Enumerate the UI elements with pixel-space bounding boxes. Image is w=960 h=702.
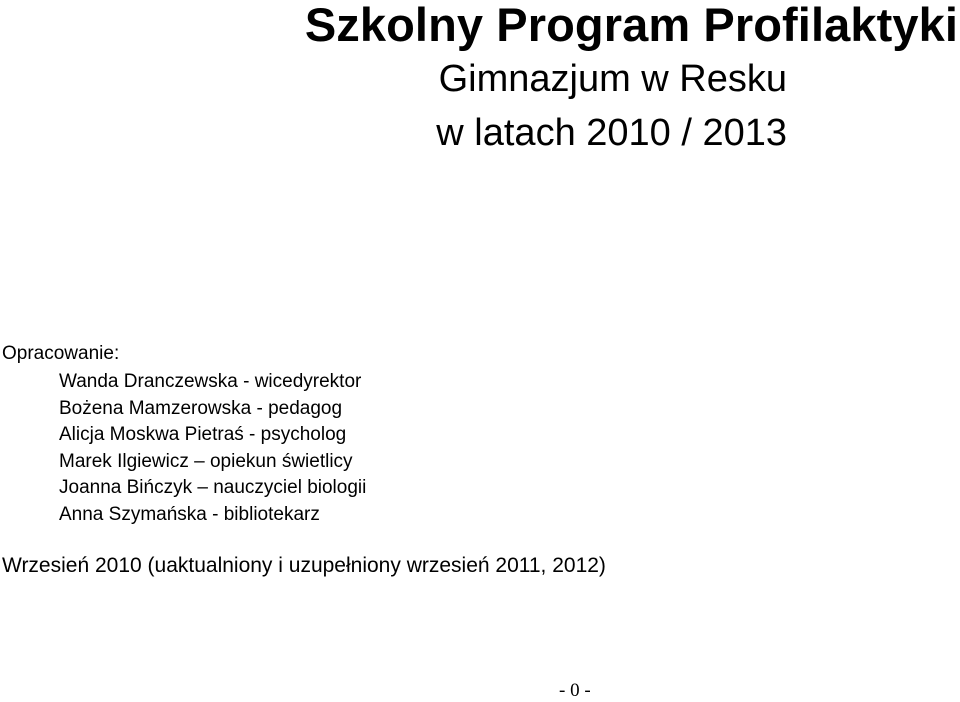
author-item: Wanda Dranczewska - wicedyrektor	[59, 371, 362, 392]
author-item: Alicja Moskwa Pietraś - psycholog	[59, 424, 347, 445]
school-name: Gimnazjum w Resku	[438, 58, 787, 100]
program-years: w latach 2010 / 2013	[436, 112, 787, 154]
author-item: Marek Ilgiewicz – opiekun świetlicy	[59, 450, 353, 472]
document-title: Szkolny Program Profilaktyki	[304, 0, 958, 51]
revision-date: Wrzesień 2010 (uaktualniony i uzupełniony wrzesień 2011, 2012)	[2, 554, 606, 577]
author-item: Anna Szymańska - bibliotekarz	[59, 503, 320, 525]
author-item: Bożena Mamzerowska - pedagog	[59, 397, 343, 419]
page-number: - 0 -	[559, 680, 591, 701]
prepared-by-label: Opracowanie:	[2, 343, 120, 364]
author-item: Joanna Bińczyk – nauczyciel biologii	[59, 477, 367, 498]
authors-list	[59, 369, 366, 528]
